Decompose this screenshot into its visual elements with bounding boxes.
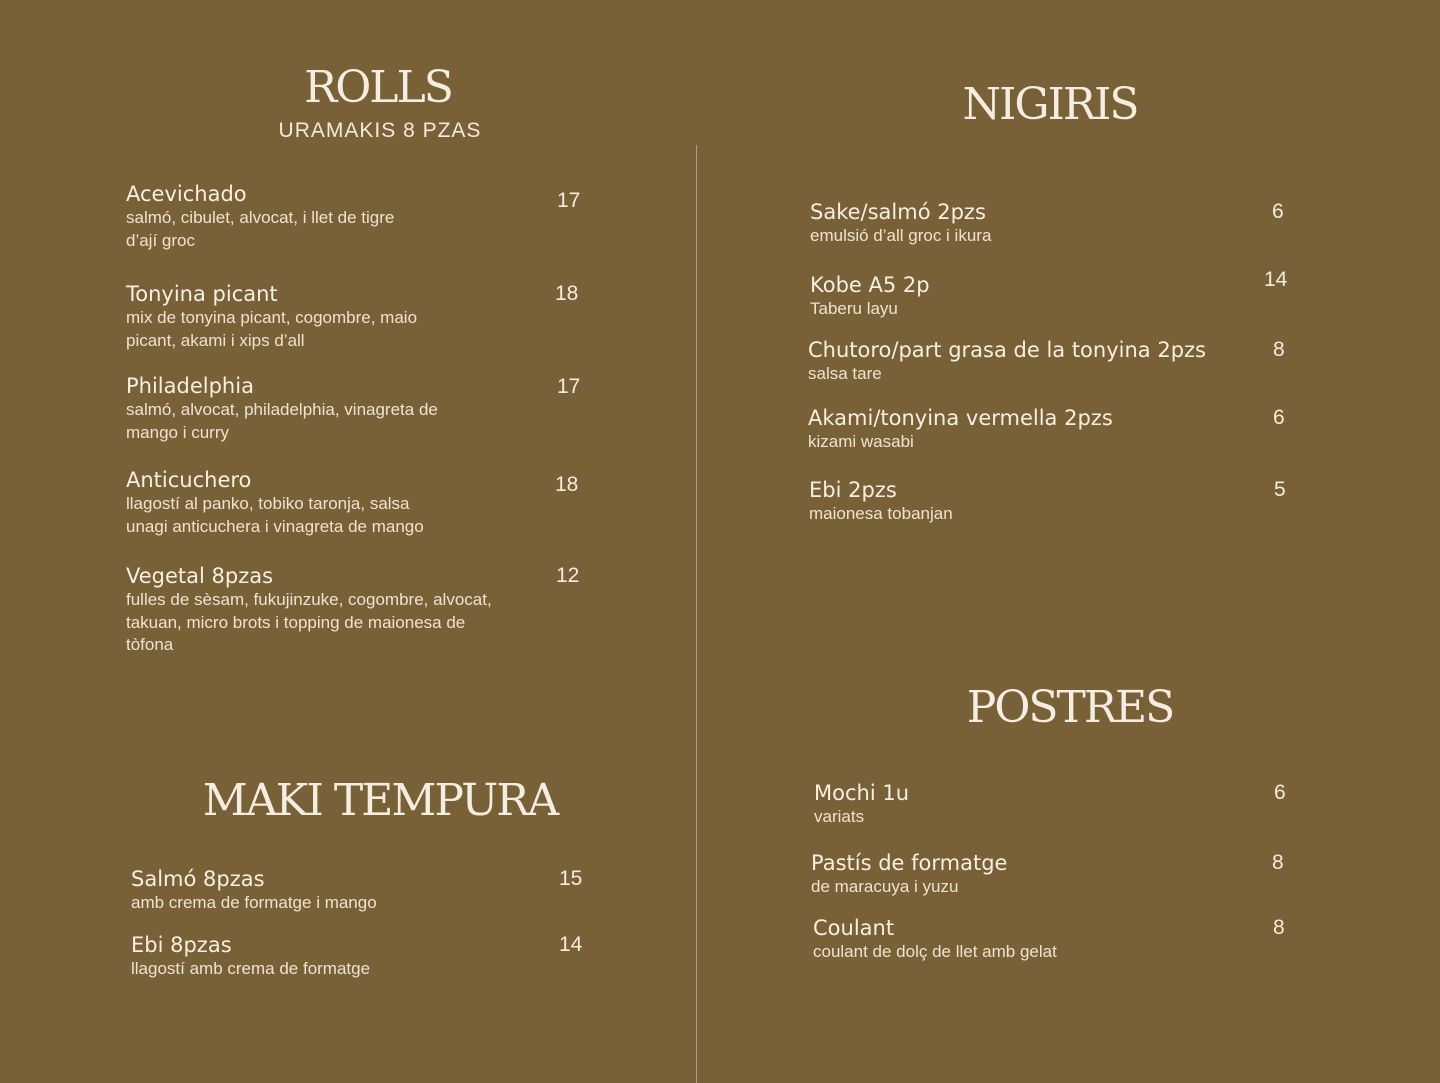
maki-tempura-heading: MAKI TEMPURA [202,775,558,826]
item-price: 5 [1274,478,1286,501]
menu-item [131,866,377,915]
menu-item [811,850,1007,899]
menu-item [126,467,424,538]
menu-item [814,780,909,829]
menu-item [810,272,930,321]
item-description: fulles de sèsam, fukujinzuke, cogombre, alvocat, takuan, micro brots i topping de maionesa de tòfona [126,590,492,654]
item-description: salsa tare [808,364,882,383]
item-description: Taberu layu [810,299,898,318]
item-name: Ebi 8pzas [131,933,232,957]
item-price: 15 [559,867,583,890]
rolls-subheading: URAMAKIS 8 PZAS [278,119,482,142]
menu-item [808,405,1113,454]
item-description: de maracuya i yuzu [811,877,959,896]
item-price: 18 [555,282,579,305]
item-description: salmó, cibulet, alvocat, i llet de tigre d’ají groc [126,208,395,250]
menu-item [131,932,370,981]
postres-heading: POSTRES [966,682,1174,733]
item-price: 18 [555,473,579,496]
item-name: Akami/tonyina vermella 2pzs [808,406,1113,430]
item-price: 6 [1274,781,1286,804]
item-description: salmó, alvocat, philadelphia, vinagreta de mango i curry [126,400,438,442]
item-description: coulant de dolç de llet amb gelat [813,942,1057,961]
item-name: Tonyina picant [126,282,278,306]
menu-item [813,915,1057,964]
menu-item [126,563,492,657]
item-name: Pastís de formatge [811,851,1008,875]
item-name: Philadelphia [126,374,254,398]
menu-item [808,337,1206,386]
item-name: Vegetal 8pzas [126,564,274,588]
rolls-heading: ROLLS [304,62,452,113]
menu-item [126,181,394,252]
item-name: Anticuchero [126,468,252,492]
item-description: variats [814,807,865,826]
item-name: Coulant [813,916,895,940]
item-price: 17 [557,375,581,398]
item-price: 12 [556,564,580,587]
item-description: llagostí amb crema de formatge [131,959,371,978]
menu-item [810,199,991,248]
item-price: 17 [557,189,581,212]
item-description: mix de tonyina picant, cogombre, maio picant, akami i xips d’all [126,308,418,350]
item-name: Mochi 1u [814,781,910,805]
item-price: 14 [1264,268,1288,291]
item-name: Salmó 8pzas [131,867,265,891]
item-name: Ebi 2pzs [809,478,897,502]
item-name: Kobe A5 2p [810,273,930,297]
item-description: maionesa tobanjan [809,504,953,523]
menu-item [126,281,417,352]
item-name: Sake/salmó 2pzs [810,200,986,224]
center-divider [696,145,697,1083]
item-price: 6 [1273,406,1285,429]
item-description: kizami wasabi [808,432,914,451]
menu-item [809,477,953,526]
nigiris-heading: NIGIRIS [962,79,1138,130]
item-price: 6 [1272,200,1284,223]
item-price: 14 [559,933,583,956]
item-price: 8 [1273,338,1285,361]
item-price: 8 [1273,916,1285,939]
item-description: llagostí al panko, tobiko taronja, salsa unagi anticuchera i vinagreta de mango [126,494,424,536]
item-name: Chutoro/part grasa de la tonyina 2pzs [808,338,1206,362]
item-description: emulsió d’all groc i ikura [810,226,992,245]
item-description: amb crema de formatge i mango [131,893,377,912]
item-price: 8 [1272,851,1284,874]
item-name: Acevichado [126,182,247,206]
menu-item [126,373,438,444]
